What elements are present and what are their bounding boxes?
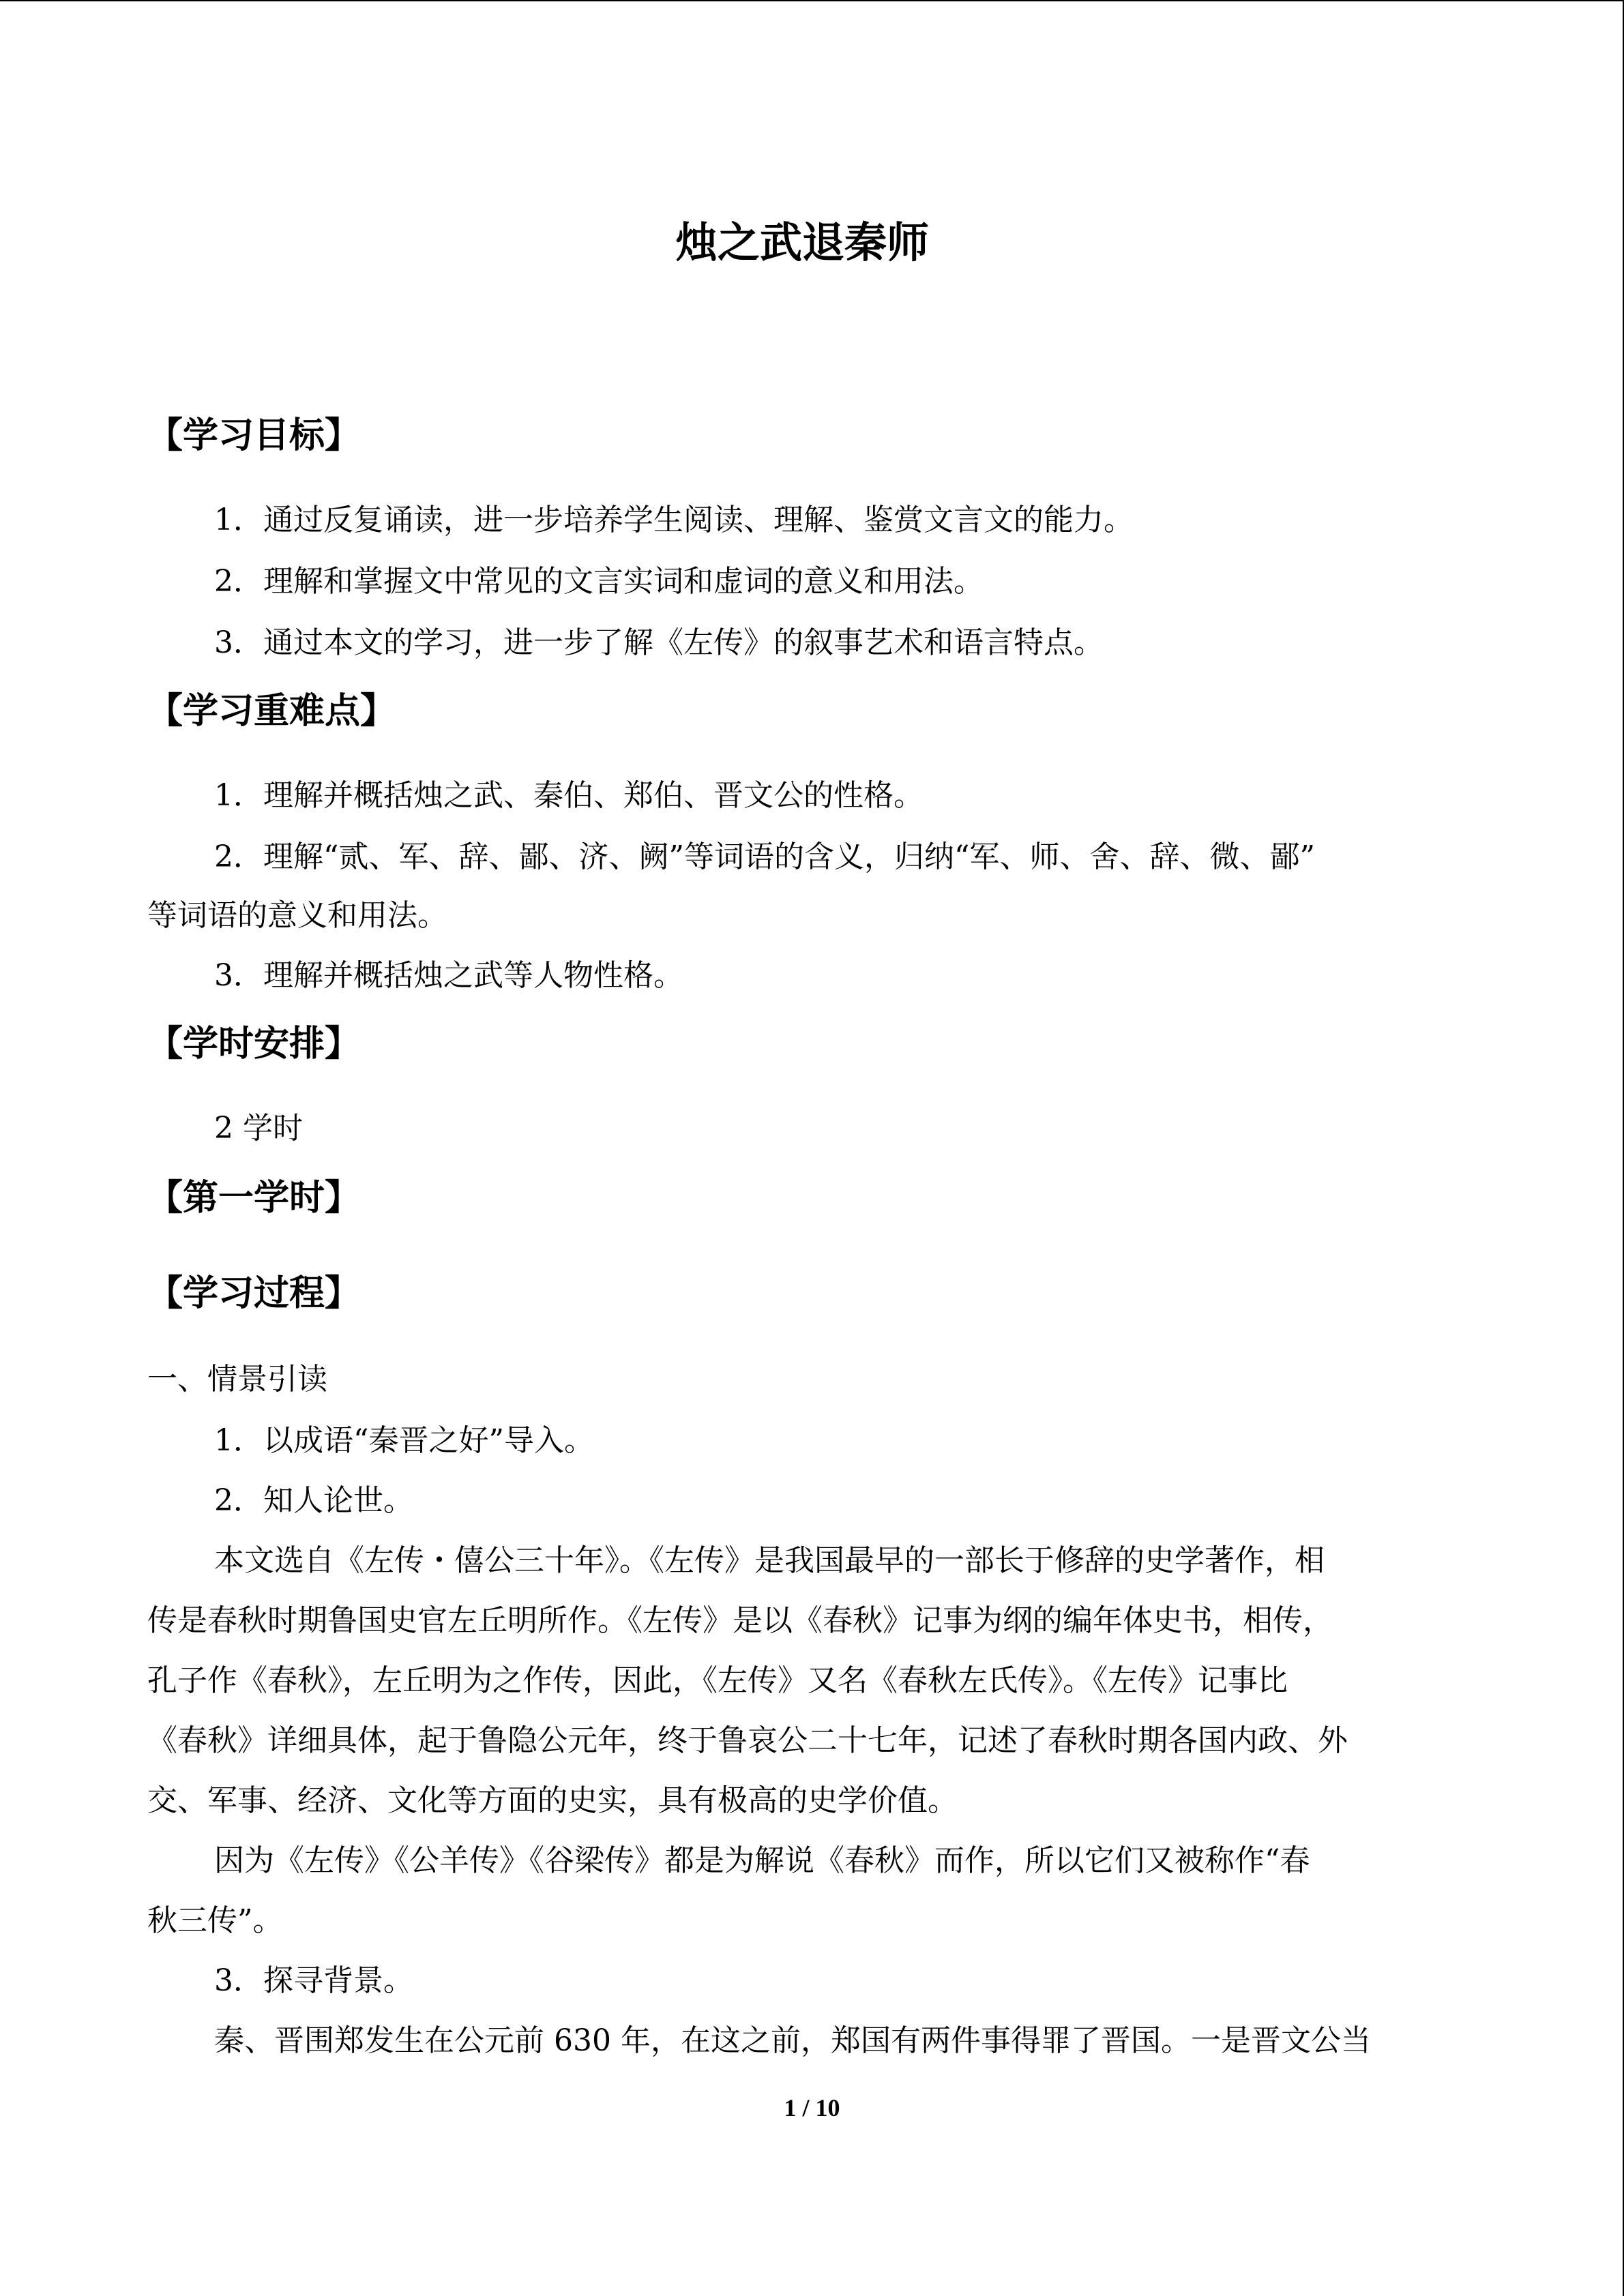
- page-number: 1 / 10: [784, 2094, 840, 2121]
- heading-schedule: 【学时安排】: [147, 1024, 361, 1064]
- process-line: 传是春秋时期鲁国史官左丘明所作。《左传》是以《春秋》记事为纲的编年体史书，相传，: [147, 1603, 1333, 1638]
- process-line: 1．以成语“秦晋之好”导入。: [214, 1423, 594, 1458]
- process-line: 孔子作《春秋》，左丘明为之作传，因此，《左传》又名《春秋左氏传》。《左传》记事比: [147, 1663, 1288, 1698]
- process-line: 因为《左传》《公羊传》《谷梁传》都是为解说《春秋》而作，所以它们又被称作“春: [214, 1843, 1310, 1878]
- key-point-item-continuation: 等词语的意义和用法。: [147, 898, 447, 933]
- process-line: 本文选自《左传・僖公三十年》。《左传》是我国最早的一部长于修辞的史学著作，相: [214, 1543, 1325, 1578]
- key-point-item: 1．理解并概括烛之武、秦伯、郑伯、晋文公的性格。: [214, 778, 924, 813]
- process-line: 3．探寻背景。: [214, 1963, 413, 1998]
- process-line: 秋三传”。: [147, 1903, 283, 1938]
- process-line: 交、军事、经济、文化等方面的史实，具有极高的史学价值。: [147, 1783, 958, 1818]
- heading-first-period: 【第一学时】: [147, 1178, 361, 1219]
- objective-item: 2．理解和掌握文中常见的文言实词和虚词的意义和用法。: [214, 564, 984, 599]
- objective-item: 3．通过本文的学习，进一步了解《左传》的叙事艺术和语言特点。: [214, 625, 1104, 660]
- document-title: 烛之武退秦师: [675, 218, 929, 267]
- key-point-item: 2．理解“贰、军、辞、鄙、济、阙”等词语的含义，归纳“军、师、舍、辞、微、鄙”: [214, 839, 1315, 874]
- heading-objectives: 【学习目标】: [147, 415, 361, 456]
- heading-key-points: 【学习重难点】: [147, 691, 396, 732]
- process-line: 一、情景引读: [147, 1362, 327, 1397]
- process-line: 秦、晋围郑发生在公元前 630 年，在这之前，郑国有两件事得罪了晋国。一是晋文公当: [214, 2023, 1371, 2058]
- key-point-item: 3．理解并概括烛之武等人物性格。: [214, 958, 683, 993]
- schedule-text: 2 学时: [214, 1111, 303, 1146]
- process-line: 2．知人论世。: [214, 1483, 413, 1518]
- objective-item: 1．通过反复诵读，进一步培养学生阅读、理解、鉴赏文言文的能力。: [214, 503, 1134, 537]
- process-line: 《春秋》详细具体，起于鲁隐公元年，终于鲁哀公二十七年，记述了春秋时期各国内政、外: [147, 1723, 1348, 1758]
- heading-process: 【学习过程】: [147, 1273, 361, 1314]
